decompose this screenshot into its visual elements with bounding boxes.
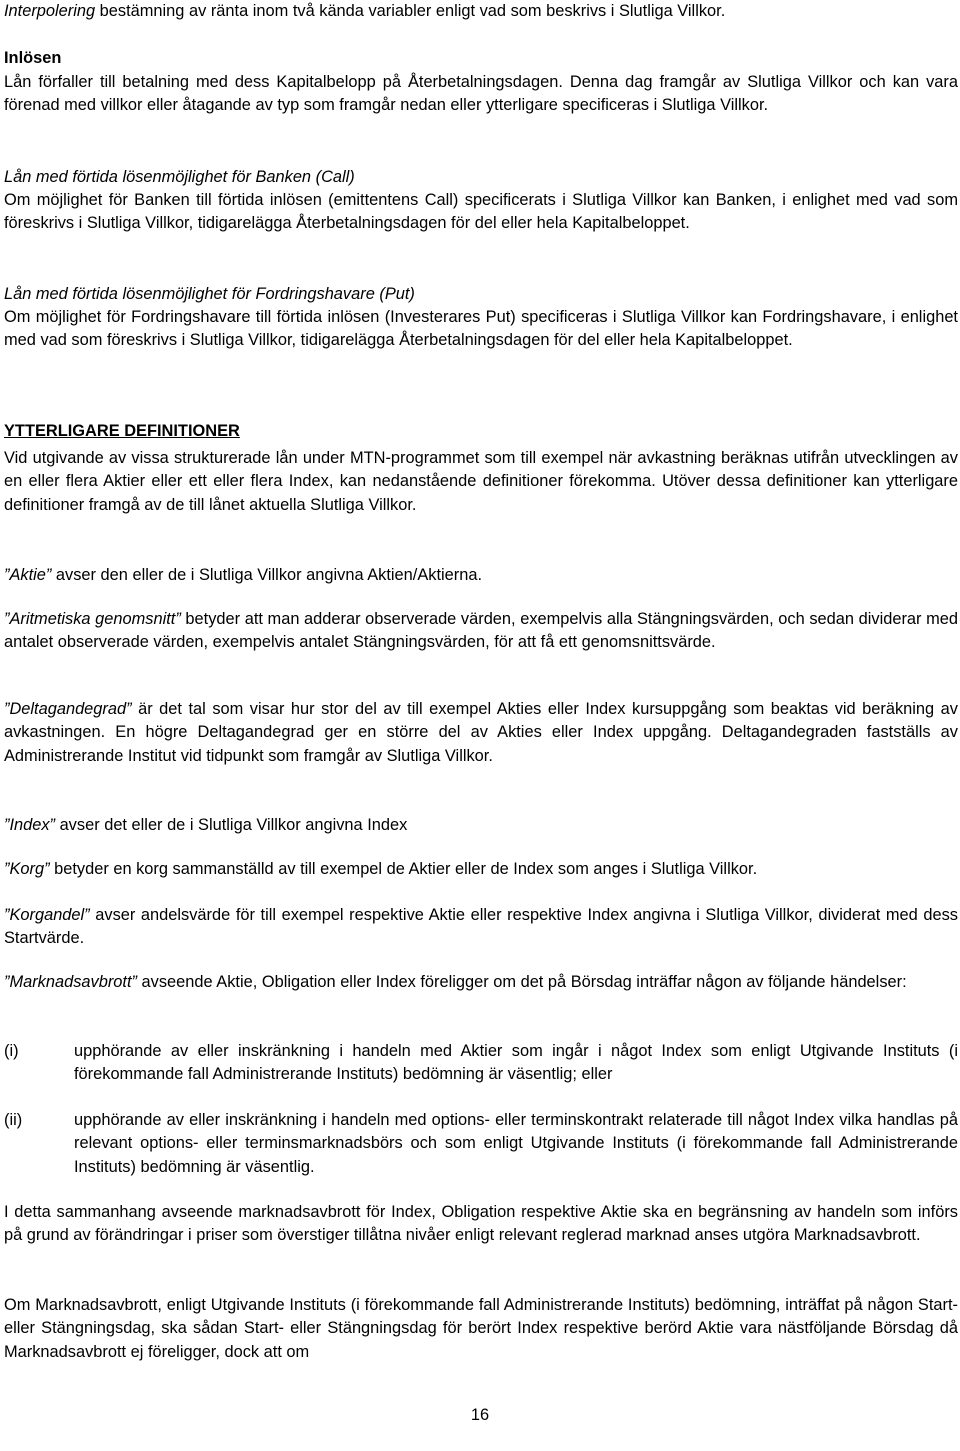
put-heading: Lån med förtida lösenmöjlighet för Fordringshavare (Put)	[4, 285, 415, 303]
definition-term: ”Marknadsavbrott”	[4, 973, 137, 991]
aktie-definition	[4, 564, 958, 587]
definition-text: betyder en korg sammanställd av till exempel de Aktier eller de Index som anges i Slutliga Villkor.	[49, 860, 758, 878]
sammanhang-paragraph: I detta sammanhang avseende marknadsavbrott för Index, Obligation respektive Aktie ska en begränsning av handeln som införs på grund av förändringar i priser som överstiger tillåtna nivåer enligt relevant reglerad marknad anses utgöra Marknadsavbrott.	[4, 1203, 958, 1245]
definition-text: avseende Aktie, Obligation eller Index föreligger om det på Börsdag inträffar någon av följande händelser:	[137, 973, 907, 991]
definition-text: är det tal som visar hur stor del av till exempel Akties eller Index kursuppgång som beaktas vid beräkning av avkastningen. En högre Deltagandegrad ger en större del av Akties eller Index uppgång. Deltagandegraden fastställs av Administrerande Institut vid tidpunkt som framgår av Slutliga Villkor.	[4, 700, 958, 765]
list-item	[4, 1109, 958, 1179]
definition-text: bestämning av ränta inom två kända variabler enligt vad som beskrivs i Slutliga Villkor.	[95, 2, 726, 20]
korgandel-definition	[4, 904, 958, 951]
list-number: (i)	[4, 1042, 19, 1060]
ytterligare-paragraph: Vid utgivande av vissa strukturerade lån under MTN-programmet som till exempel när avkastning beräknas utifrån utvecklingen av en eller flera Aktier eller ett eller flera Index, kan nedanstående definitioner förekomma. Utöver dessa definitioner kan ytterligare definitioner framgå av de till lånet aktuella Slutliga Villkor.	[4, 449, 958, 514]
inlosen-paragraph: Lån förfaller till betalning med dess Kapitalbelopp på Återbetalningsdagen. Denna dag framgår av Slutliga Villkor och kan vara förenad med villkor eller åtagande av typ som framgår nedan eller ytterligare specificeras i Slutliga Villkor.	[4, 73, 958, 115]
definition-term: ”Index”	[4, 816, 56, 834]
marknadsavbrott-definition	[4, 971, 958, 994]
definition-text: betyder att man adderar observerade värden, exempelvis alla Stängningsvärden, och sedan dividerar med antalet observerade värden, exempelvis antalet Stängningsvärden, för att få ett genomsnittsvärde.	[4, 610, 958, 652]
list-item	[4, 1040, 958, 1087]
definition-term: ”Aritmetiska genomsnitt”	[4, 610, 181, 628]
definition-text: avser andelsvärde för till exempel respektive Aktie eller respektive Index angivna i Slutliga Villkor, dividerat med dess Startvärde.	[4, 906, 958, 948]
om-paragraph: Om Marknadsavbrott, enligt Utgivande Instituts (i förekommande fall Administrerande Instituts) bedömning, inträffat på någon Start- eller Stängningsdag, ska sådan Start- eller Stängningsdag för berört Index respektive berörd Aktie vara nästföljande Börsdag då Marknadsavbrott ej föreligger, dock att om	[4, 1296, 958, 1361]
definition-text: avser det eller de i Slutliga Villkor angivna Index	[55, 816, 408, 834]
list-number: (ii)	[4, 1111, 23, 1129]
definition-term: Interpolering	[4, 2, 96, 20]
definition-term: ”Deltagandegrad”	[4, 700, 132, 718]
deltagandegrad-definition	[4, 698, 958, 768]
call-heading: Lån med förtida lösenmöjlighet för Banken (Call)	[4, 168, 355, 186]
definition-term: ”Korgandel”	[4, 906, 90, 924]
call-paragraph: Om möjlighet för Banken till förtida inlösen (emittentens Call) specificerats i Slutliga Villkor kan Banken, i enlighet med vad som föreskrivs i Slutliga Villkor, tidigarelägga Återbetalningsdagen för del eller hela Kapitalbeloppet.	[4, 191, 958, 233]
list-text: upphörande av eller inskränkning i handeln med Aktier som ingår i något Index som enligt Utgivande Instituts (i förekommande fall Administrerande Instituts) bedömning är väsentlig; eller	[74, 1042, 958, 1084]
section-heading: YTTERLIGARE DEFINITIONER	[4, 422, 240, 440]
inlosen-heading: Inlösen	[4, 49, 62, 67]
page-number: 16	[470, 1406, 490, 1424]
definition-term: ”Korg”	[4, 860, 50, 878]
definition-term: ”Aktie”	[4, 566, 52, 584]
korg-definition	[4, 858, 958, 881]
put-paragraph: Om möjlighet för Fordringshavare till förtida inlösen (Investerares Put) specificeras i Slutliga Villkor kan Fordringshavare, i enlighet med vad som föreskrivs i Slutliga Villkor, tidigarelägga Återbetalningsdagen för del eller hela Kapitalbeloppet.	[4, 308, 958, 350]
list-text: upphörande av eller inskränkning i handeln med options- eller terminskontrakt relaterade till något Index vilka handlas på relevant options- eller terminsmarknadsbörs och som enligt Utgivande Instituts (i förekommande fall Administrerande Instituts) bedömning är väsentlig.	[74, 1111, 958, 1176]
definition-text: avser den eller de i Slutliga Villkor angivna Aktien/Aktierna.	[51, 566, 483, 584]
aritmetiska-definition	[4, 608, 958, 655]
interpolering-definition	[4, 0, 958, 23]
index-definition	[4, 814, 958, 837]
